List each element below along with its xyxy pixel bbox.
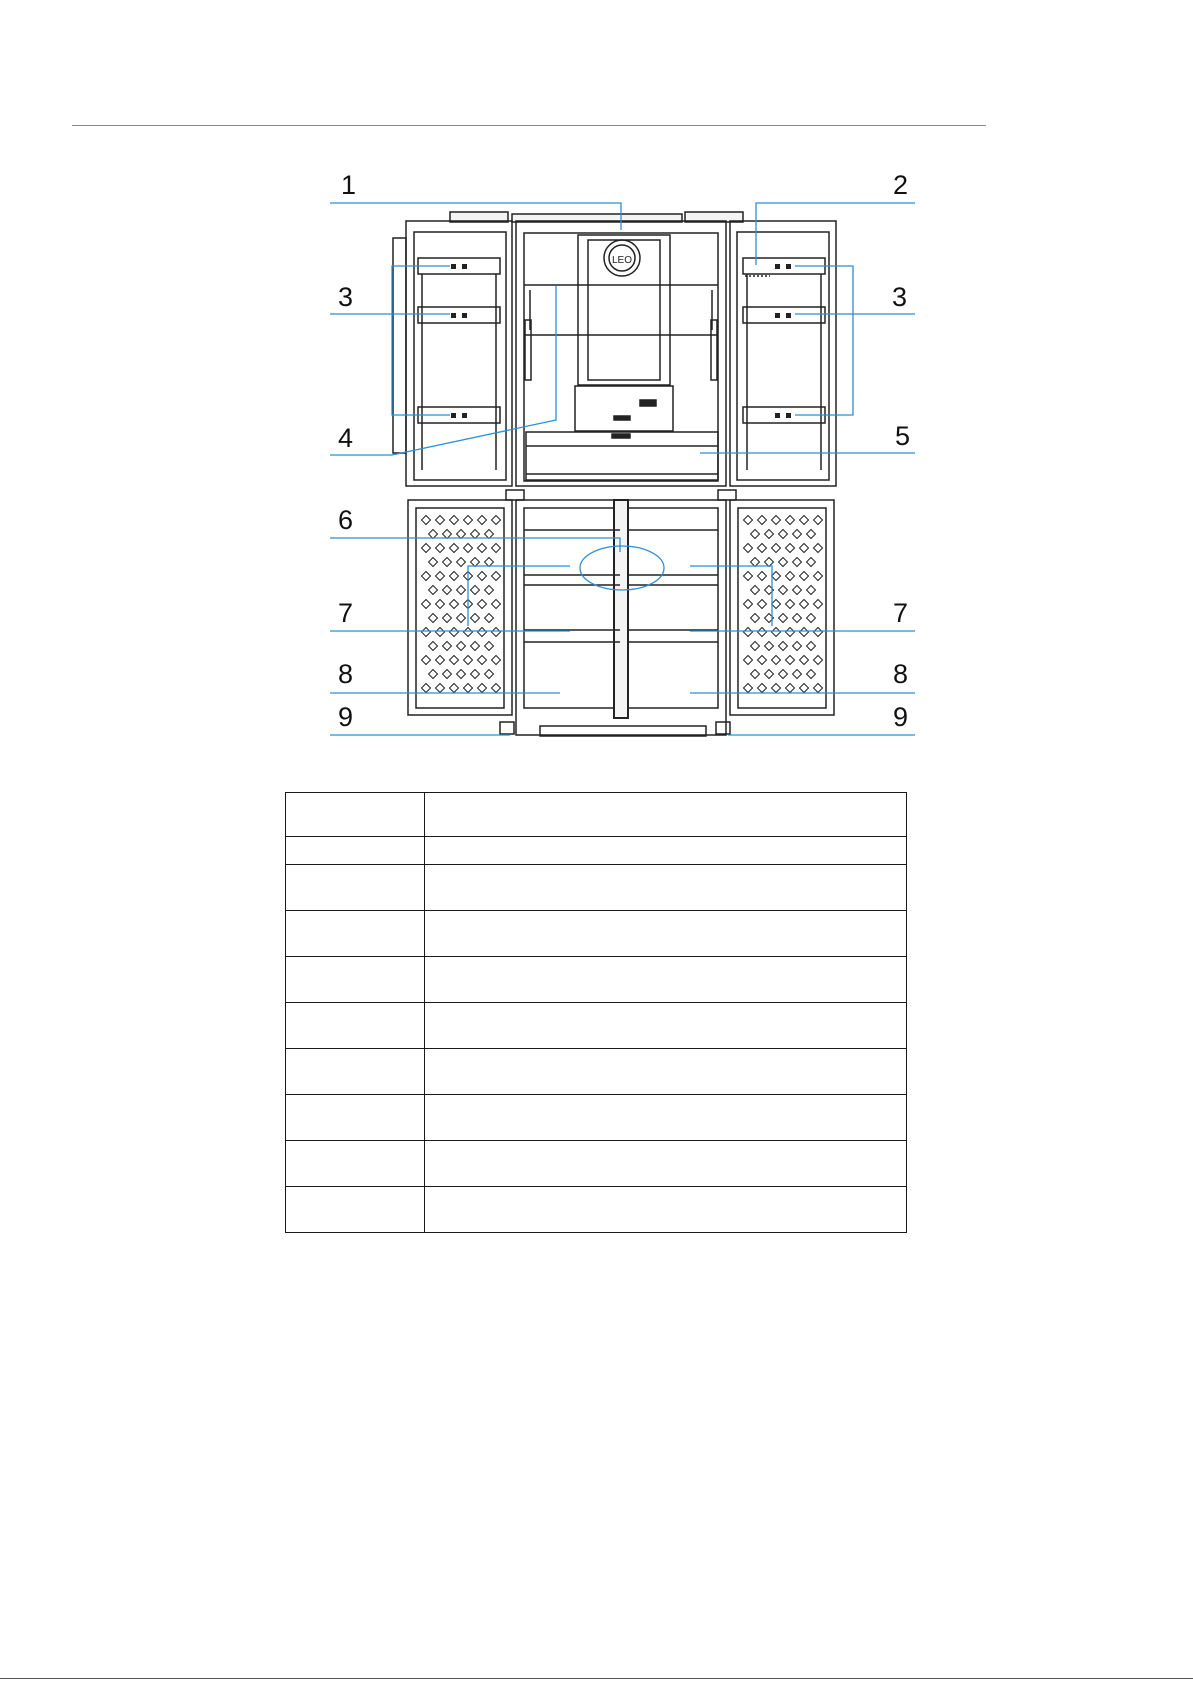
diamond-mark — [478, 544, 487, 553]
diamond-mark — [779, 614, 788, 623]
diamond-mark — [422, 600, 431, 609]
diamond-mark — [436, 684, 445, 693]
part-number-cell — [286, 911, 425, 957]
diamond-mark — [793, 642, 802, 651]
diamond-mark — [744, 600, 753, 609]
callout-9-left: 9 — [338, 702, 354, 732]
table-row — [286, 911, 907, 957]
diamond-mark — [807, 530, 816, 539]
part-number-cell — [286, 1003, 425, 1049]
diamond-mark — [485, 670, 494, 679]
part-number-cell — [286, 1095, 425, 1141]
diamond-mark — [751, 558, 760, 567]
diamond-mark — [800, 600, 809, 609]
table-row — [286, 1003, 907, 1049]
diamond-mark — [457, 586, 466, 595]
diamond-mark — [758, 572, 767, 581]
diamond-mark — [429, 614, 438, 623]
diamond-mark — [744, 684, 753, 693]
diamond-mark — [450, 516, 459, 525]
diamond-mark — [436, 628, 445, 637]
diamond-mark — [429, 642, 438, 651]
diamond-mark — [772, 544, 781, 553]
part-name-cell — [425, 1187, 907, 1233]
diamond-mark — [492, 684, 501, 693]
table-row — [286, 1141, 907, 1187]
diamond-mark — [758, 656, 767, 665]
diamond-mark — [807, 670, 816, 679]
table-row — [286, 1049, 907, 1095]
diamond-mark — [436, 544, 445, 553]
refrigerator-diagram — [0, 0, 1193, 760]
diamond-mark — [800, 544, 809, 553]
diamond-mark — [758, 684, 767, 693]
diamond-mark — [814, 628, 823, 637]
diamond-mark — [422, 656, 431, 665]
diamond-mark — [786, 684, 795, 693]
diamond-mark — [758, 544, 767, 553]
diamond-mark — [471, 530, 480, 539]
diamond-mark — [758, 600, 767, 609]
diamond-grid-left — [422, 516, 501, 693]
diamond-mark — [478, 516, 487, 525]
diamond-mark — [772, 572, 781, 581]
part-number-cell — [286, 957, 425, 1003]
callout-4: 4 — [338, 423, 354, 453]
diamond-mark — [751, 586, 760, 595]
diamond-mark — [779, 530, 788, 539]
diamond-mark — [478, 684, 487, 693]
diamond-mark — [450, 600, 459, 609]
part-number-cell — [286, 865, 425, 911]
diamond-mark — [800, 572, 809, 581]
diamond-mark — [772, 656, 781, 665]
footer-rule — [0, 1678, 1193, 1679]
diamond-mark — [429, 558, 438, 567]
table-row — [286, 793, 907, 837]
bin-markers — [451, 264, 791, 418]
part-name-cell — [425, 1003, 907, 1049]
diamond-mark — [443, 558, 452, 567]
diamond-mark — [772, 600, 781, 609]
diamond-mark — [765, 530, 774, 539]
diamond-mark — [485, 614, 494, 623]
diamond-mark — [492, 600, 501, 609]
diamond-mark — [478, 572, 487, 581]
diamond-mark — [751, 614, 760, 623]
diamond-mark — [744, 544, 753, 553]
diamond-mark — [457, 530, 466, 539]
diamond-mark — [800, 628, 809, 637]
part-number-cell — [286, 837, 425, 865]
diamond-mark — [765, 670, 774, 679]
diamond-mark — [450, 572, 459, 581]
diamond-mark — [814, 656, 823, 665]
diamond-mark — [744, 572, 753, 581]
table-row — [286, 957, 907, 1003]
diamond-mark — [464, 684, 473, 693]
cabinet — [393, 212, 836, 736]
diamond-mark — [744, 516, 753, 525]
diamond-mark — [464, 656, 473, 665]
part-name-cell — [425, 1049, 907, 1095]
diamond-mark — [457, 642, 466, 651]
diamond-mark — [485, 586, 494, 595]
diamond-mark — [786, 572, 795, 581]
table-row — [286, 865, 907, 911]
diamond-mark — [478, 600, 487, 609]
diamond-mark — [464, 544, 473, 553]
diamond-mark — [492, 628, 501, 637]
diamond-mark — [807, 558, 816, 567]
callout-1: 1 — [341, 170, 357, 200]
diamond-mark — [793, 530, 802, 539]
diamond-mark — [422, 628, 431, 637]
callout-6: 6 — [338, 505, 354, 535]
diamond-mark — [758, 516, 767, 525]
diamond-mark — [443, 670, 452, 679]
diamond-mark — [772, 628, 781, 637]
diamond-mark — [800, 656, 809, 665]
diamond-mark — [814, 684, 823, 693]
callout-3-right: 3 — [892, 282, 908, 312]
table-row — [286, 1095, 907, 1141]
diamond-mark — [464, 516, 473, 525]
diamond-mark — [765, 558, 774, 567]
table-row — [286, 1187, 907, 1233]
diamond-mark — [492, 572, 501, 581]
diamond-mark — [786, 544, 795, 553]
diamond-mark — [457, 670, 466, 679]
diamond-mark — [807, 586, 816, 595]
diamond-mark — [772, 684, 781, 693]
diamond-mark — [422, 516, 431, 525]
callout-5: 5 — [895, 421, 911, 451]
diamond-mark — [793, 558, 802, 567]
diamond-mark — [751, 530, 760, 539]
callout-2: 2 — [893, 170, 909, 200]
diamond-mark — [751, 670, 760, 679]
part-name-cell — [425, 1095, 907, 1141]
diamond-mark — [436, 572, 445, 581]
callout-3-left: 3 — [338, 282, 354, 312]
diamond-mark — [765, 642, 774, 651]
diamond-mark — [485, 558, 494, 567]
diamond-mark — [422, 572, 431, 581]
diamond-mark — [443, 530, 452, 539]
part-number-cell — [286, 793, 425, 837]
diamond-mark — [464, 628, 473, 637]
diamond-mark — [779, 558, 788, 567]
diamond-mark — [471, 558, 480, 567]
part-name-cell — [425, 837, 907, 865]
diamond-mark — [471, 670, 480, 679]
diamond-mark — [814, 572, 823, 581]
diamond-mark — [450, 684, 459, 693]
diamond-mark — [429, 670, 438, 679]
diamond-mark — [807, 614, 816, 623]
diamond-mark — [793, 586, 802, 595]
diamond-mark — [744, 656, 753, 665]
diamond-mark — [772, 516, 781, 525]
diamond-mark — [478, 656, 487, 665]
diamond-mark — [443, 614, 452, 623]
diamond-mark — [814, 516, 823, 525]
part-name-cell — [425, 911, 907, 957]
callout-7-right: 7 — [893, 598, 909, 628]
diamond-mark — [793, 614, 802, 623]
diamond-mark — [786, 656, 795, 665]
diamond-mark — [471, 614, 480, 623]
part-name-cell — [425, 957, 907, 1003]
display-panel-text: LEO — [611, 255, 633, 266]
diamond-mark — [443, 586, 452, 595]
diamond-mark — [450, 656, 459, 665]
callout-7-left: 7 — [338, 598, 354, 628]
diamond-mark — [471, 642, 480, 651]
diamond-mark — [436, 600, 445, 609]
part-name-cell — [425, 865, 907, 911]
parts-table — [285, 792, 907, 1233]
callout-8-left: 8 — [338, 659, 354, 689]
part-name-cell — [425, 793, 907, 837]
diamond-mark — [436, 656, 445, 665]
diamond-mark — [786, 516, 795, 525]
part-number-cell — [286, 1049, 425, 1095]
diamond-mark — [450, 628, 459, 637]
part-number-cell — [286, 1187, 425, 1233]
diamond-mark — [786, 600, 795, 609]
part-number-cell — [286, 1141, 425, 1187]
part-name-cell — [425, 1141, 907, 1187]
callout-8-right: 8 — [893, 659, 909, 689]
diamond-mark — [800, 684, 809, 693]
diamond-mark — [478, 628, 487, 637]
diamond-mark — [443, 642, 452, 651]
diamond-mark — [422, 684, 431, 693]
diamond-mark — [492, 516, 501, 525]
diamond-mark — [485, 530, 494, 539]
diamond-mark — [814, 600, 823, 609]
diamond-mark — [436, 516, 445, 525]
diamond-mark — [779, 642, 788, 651]
diamond-mark — [457, 614, 466, 623]
table-row — [286, 837, 907, 865]
diamond-mark — [793, 670, 802, 679]
diamond-mark — [814, 544, 823, 553]
diamond-mark — [800, 516, 809, 525]
diamond-mark — [429, 530, 438, 539]
diamond-mark — [429, 586, 438, 595]
diamond-mark — [779, 670, 788, 679]
diamond-mark — [744, 628, 753, 637]
diamond-mark — [758, 628, 767, 637]
diamond-mark — [807, 642, 816, 651]
callout-9-right: 9 — [893, 702, 909, 732]
diamond-grid-right — [744, 516, 823, 693]
diamond-mark — [492, 544, 501, 553]
diamond-mark — [457, 558, 466, 567]
diamond-mark — [751, 642, 760, 651]
diamond-mark — [471, 586, 480, 595]
diamond-mark — [422, 544, 431, 553]
diamond-mark — [450, 544, 459, 553]
diamond-mark — [779, 586, 788, 595]
diamond-mark — [786, 628, 795, 637]
diamond-mark — [485, 642, 494, 651]
diamond-mark — [492, 656, 501, 665]
